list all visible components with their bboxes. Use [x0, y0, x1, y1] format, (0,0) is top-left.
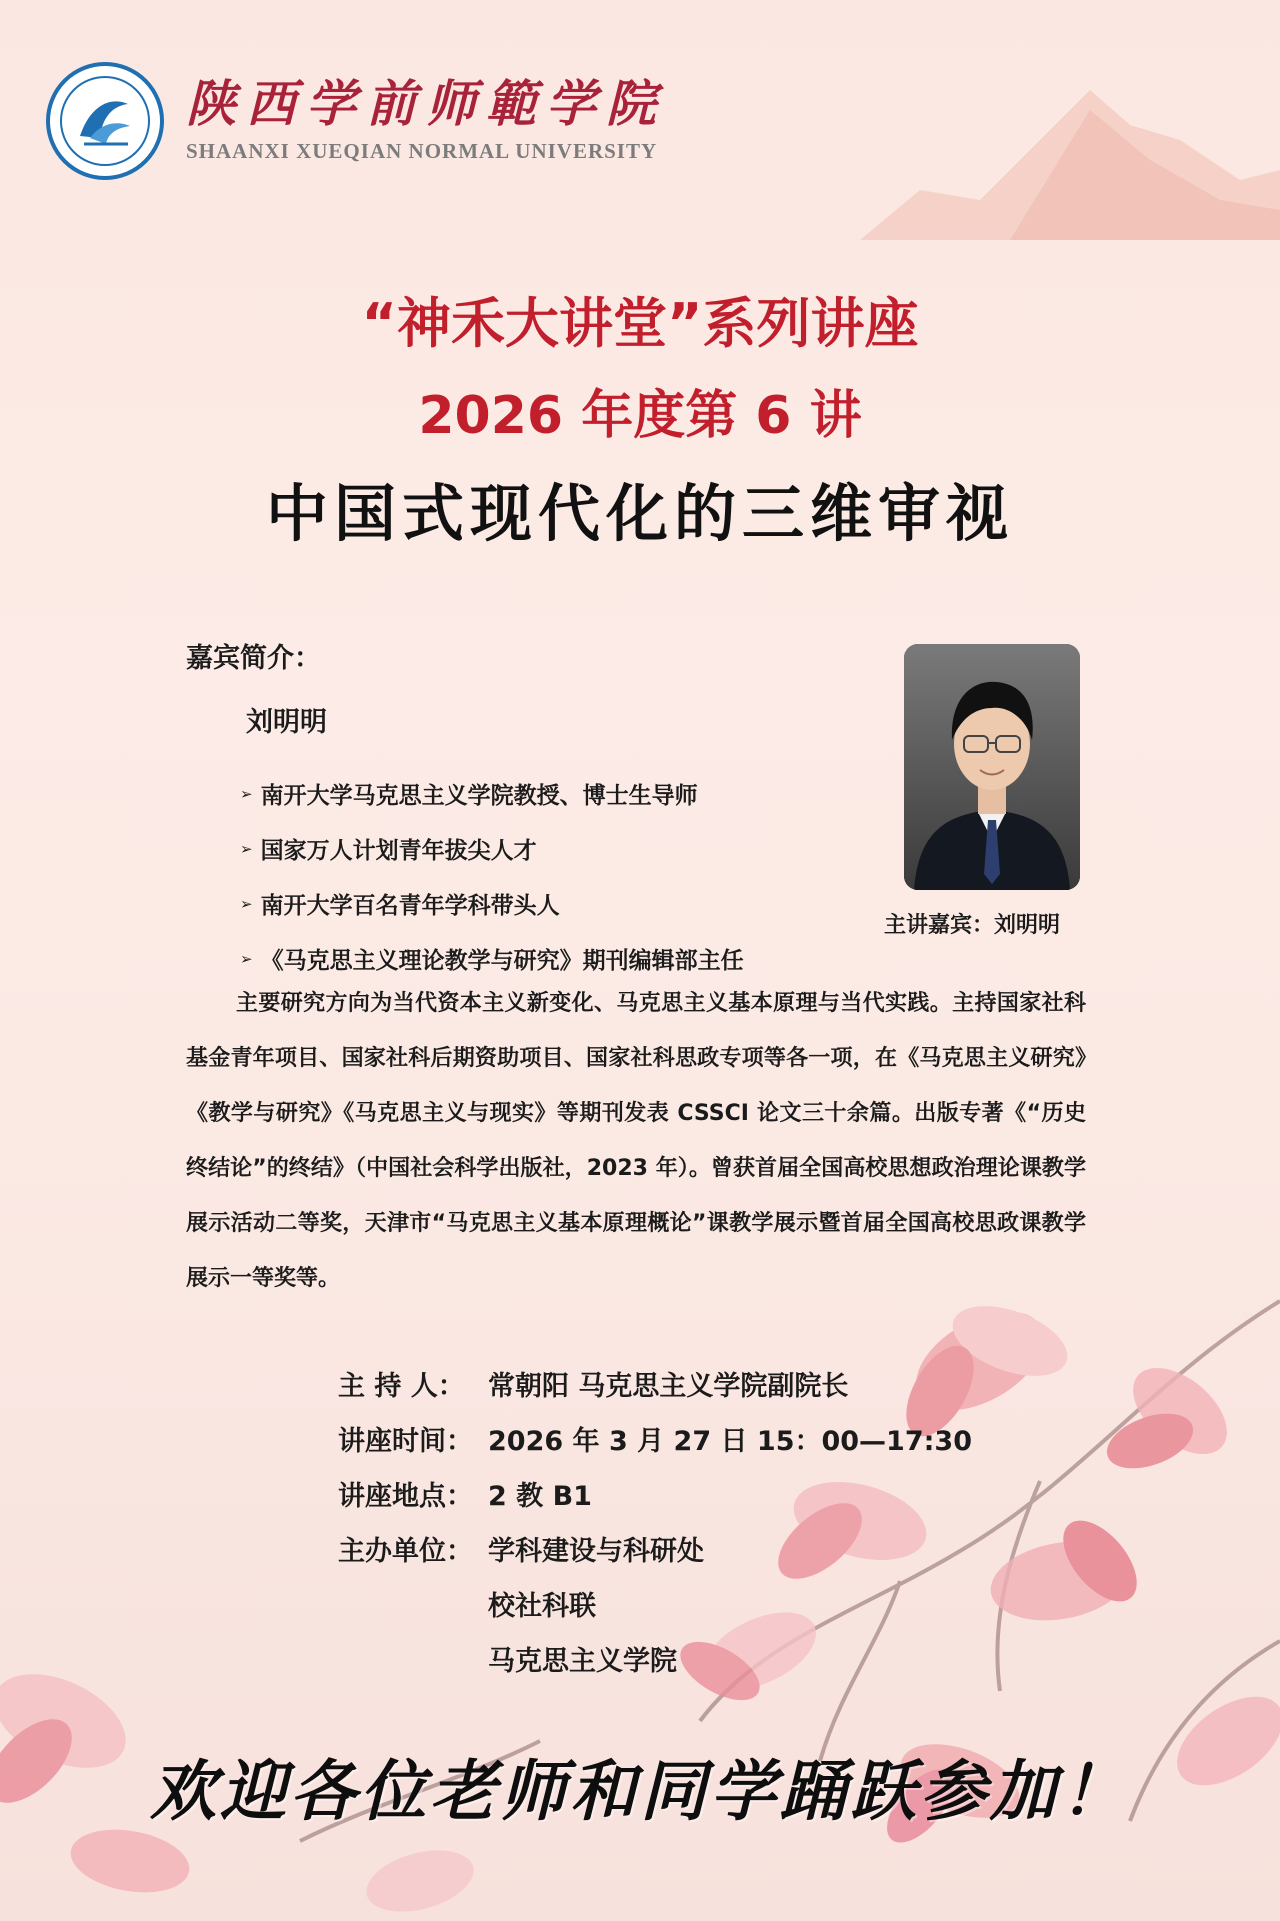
organizer-row [338, 1521, 972, 1576]
lecture-topic: 中国式现代化的三维审视 [265, 477, 1014, 551]
organizer-row [338, 1631, 972, 1686]
place-value: 2 教 B1 [488, 1481, 592, 1512]
organizer-value: 学科建设与科研处 [488, 1536, 704, 1567]
time-row [338, 1411, 972, 1466]
triangle-arrow-icon: ➢ [240, 784, 253, 803]
session-title: 2026 年度第 6 讲 [418, 385, 862, 446]
guest-name: 刘明明 [246, 707, 327, 738]
time-label: 讲座时间： [338, 1426, 473, 1457]
guest-bio: 主要研究方向为当代资本主义新变化、马克思主义基本原理与当代实践。主持国家社科基金青年项目、国家社科后期资助项目、国家社科思政专项等各一项，在《马克思主义研究》《教学与研究》《马克思主义与现实》等期刊发表 CSSCI 论文三十余篇。出版专著《“历史终结论”的终结》（中国社会科学出版社，2023 年）。曾获首届全国高校思想政治理论课教学展示活动二等奖，天津市“马克思主义基本原理概论”课教学展示暨首届全国高校思政课教学展示一等奖等。 [186, 991, 1086, 1291]
organizer-row [338, 1576, 972, 1631]
credential-text: 国家万人计划青年拔尖人才 [260, 838, 537, 864]
school-header [46, 62, 666, 180]
lecture-info [338, 1356, 972, 1686]
mountain-decoration [860, 70, 1280, 240]
host-row [338, 1356, 972, 1411]
organizer-label: 主办单位： [338, 1536, 473, 1567]
university-logo-icon [46, 62, 164, 180]
triangle-arrow-icon: ➢ [240, 894, 253, 913]
guest-photo [904, 644, 1080, 890]
host-label: 主 持 人： [338, 1371, 465, 1402]
guest-intro-heading: 嘉宾简介： [186, 643, 321, 674]
school-name-cn: 陕西学前师範学院 [186, 74, 666, 134]
host-value: 常朝阳 马克思主义学院副院长 [488, 1371, 849, 1402]
photo-caption: 主讲嘉宾：刘明明 [884, 913, 1061, 938]
list-item [240, 766, 744, 821]
place-label: 讲座地点： [338, 1481, 473, 1512]
credential-text: 《马克思主义理论教学与研究》期刊编辑部主任 [260, 948, 744, 974]
welcome-message: 欢迎各位老师和同学踊跃参加！ [150, 1752, 1130, 1830]
list-item [240, 821, 744, 876]
organizer-value: 马克思主义学院 [488, 1646, 677, 1677]
credential-text: 南开大学百名青年学科带头人 [260, 893, 560, 919]
title-block [0, 292, 1280, 552]
place-row [338, 1466, 972, 1521]
triangle-arrow-icon: ➢ [240, 949, 253, 968]
guest-credentials-list [240, 766, 744, 986]
school-name-en: SHAANXI XUEQIAN NORMAL UNIVERSITY [186, 138, 658, 163]
organizer-value: 校社科联 [488, 1591, 596, 1622]
list-item [240, 876, 744, 931]
credential-text: 南开大学马克思主义学院教授、博士生导师 [260, 783, 698, 809]
triangle-arrow-icon: ➢ [240, 839, 253, 858]
series-title: “神禾大讲堂”系列讲座 [361, 292, 919, 355]
time-value: 2026 年 3 月 27 日 15：00—17:30 [488, 1426, 972, 1457]
